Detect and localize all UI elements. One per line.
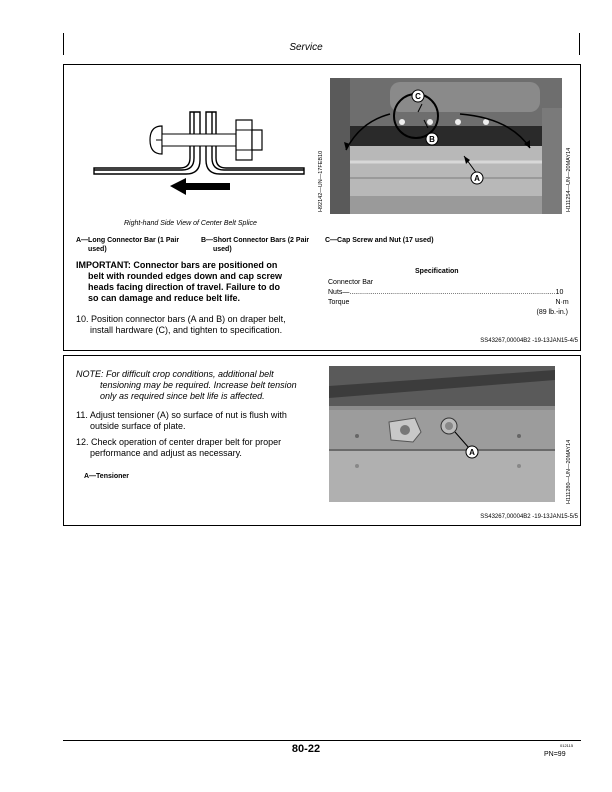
splice-photo xyxy=(330,78,562,214)
callout-c: C xyxy=(415,92,421,101)
section-1-ref: SS43267,00004B2 -19-13JAN15-4/5 xyxy=(480,338,578,344)
footer-pn: PN=99 xyxy=(544,751,566,758)
belt-splice-drawing xyxy=(90,104,308,214)
page-number: 80-22 xyxy=(291,743,321,755)
step-11: 11. Adjust tensioner (A) so surface of nut is flush with outside surface of plate. xyxy=(76,410,287,431)
step-12: 12. Check operation of center draper belt for proper performance and adjust as necessary. xyxy=(76,437,282,458)
legend-item-a: A—Long Connector Bar (1 Pair used) xyxy=(76,237,180,253)
legend-item-b: B—Short Connector Bars (2 Pair used) xyxy=(201,237,310,253)
figure-caption: Right-hand Side View of Center Belt Splice xyxy=(124,220,257,227)
spec-table: Connector Bar Nuts—Torque .......................................................................................................... 10 N·m (89 lb.-in.) xyxy=(328,279,569,316)
figure-2-id: H111280—UN—20MAY14 xyxy=(566,439,572,504)
figure-left-id: H92142—UN—17FEB10 xyxy=(318,150,324,212)
footer-code: 012115 xyxy=(560,743,574,748)
legend-item-c: C—Cap Screw and Nut (17 used) xyxy=(325,237,434,244)
important-notice: IMPORTANT: Connector bars are positioned on belt with rounded edges down and cap screw heads facing direction of travel. Failure to do so can damage and reduce belt life. xyxy=(76,260,283,303)
tensioner-photo xyxy=(329,366,555,502)
step-10: 10. Position connector bars (A and B) on draper belt, install hardware (C), and tighten to specification. xyxy=(76,314,286,335)
legend-tensioner: A—Tensioner xyxy=(84,473,129,480)
callout-a-tensioner: A xyxy=(469,448,475,457)
spec-title: Specification xyxy=(415,268,459,275)
section-2-ref: SS43267,00004B2 -19-13JAN15-5/5 xyxy=(480,514,578,520)
figure-right-id: H111254—UN—20MAY14 xyxy=(566,147,572,212)
footer-rule xyxy=(63,740,581,741)
note-block: NOTE: For difficult crop conditions, additional belt tensioning may be required. Increase belt tension only as required since belt life is affected. xyxy=(76,369,297,401)
callout-b: B xyxy=(429,135,435,144)
callout-a: A xyxy=(474,174,480,183)
page-header-title: Service xyxy=(289,42,323,53)
